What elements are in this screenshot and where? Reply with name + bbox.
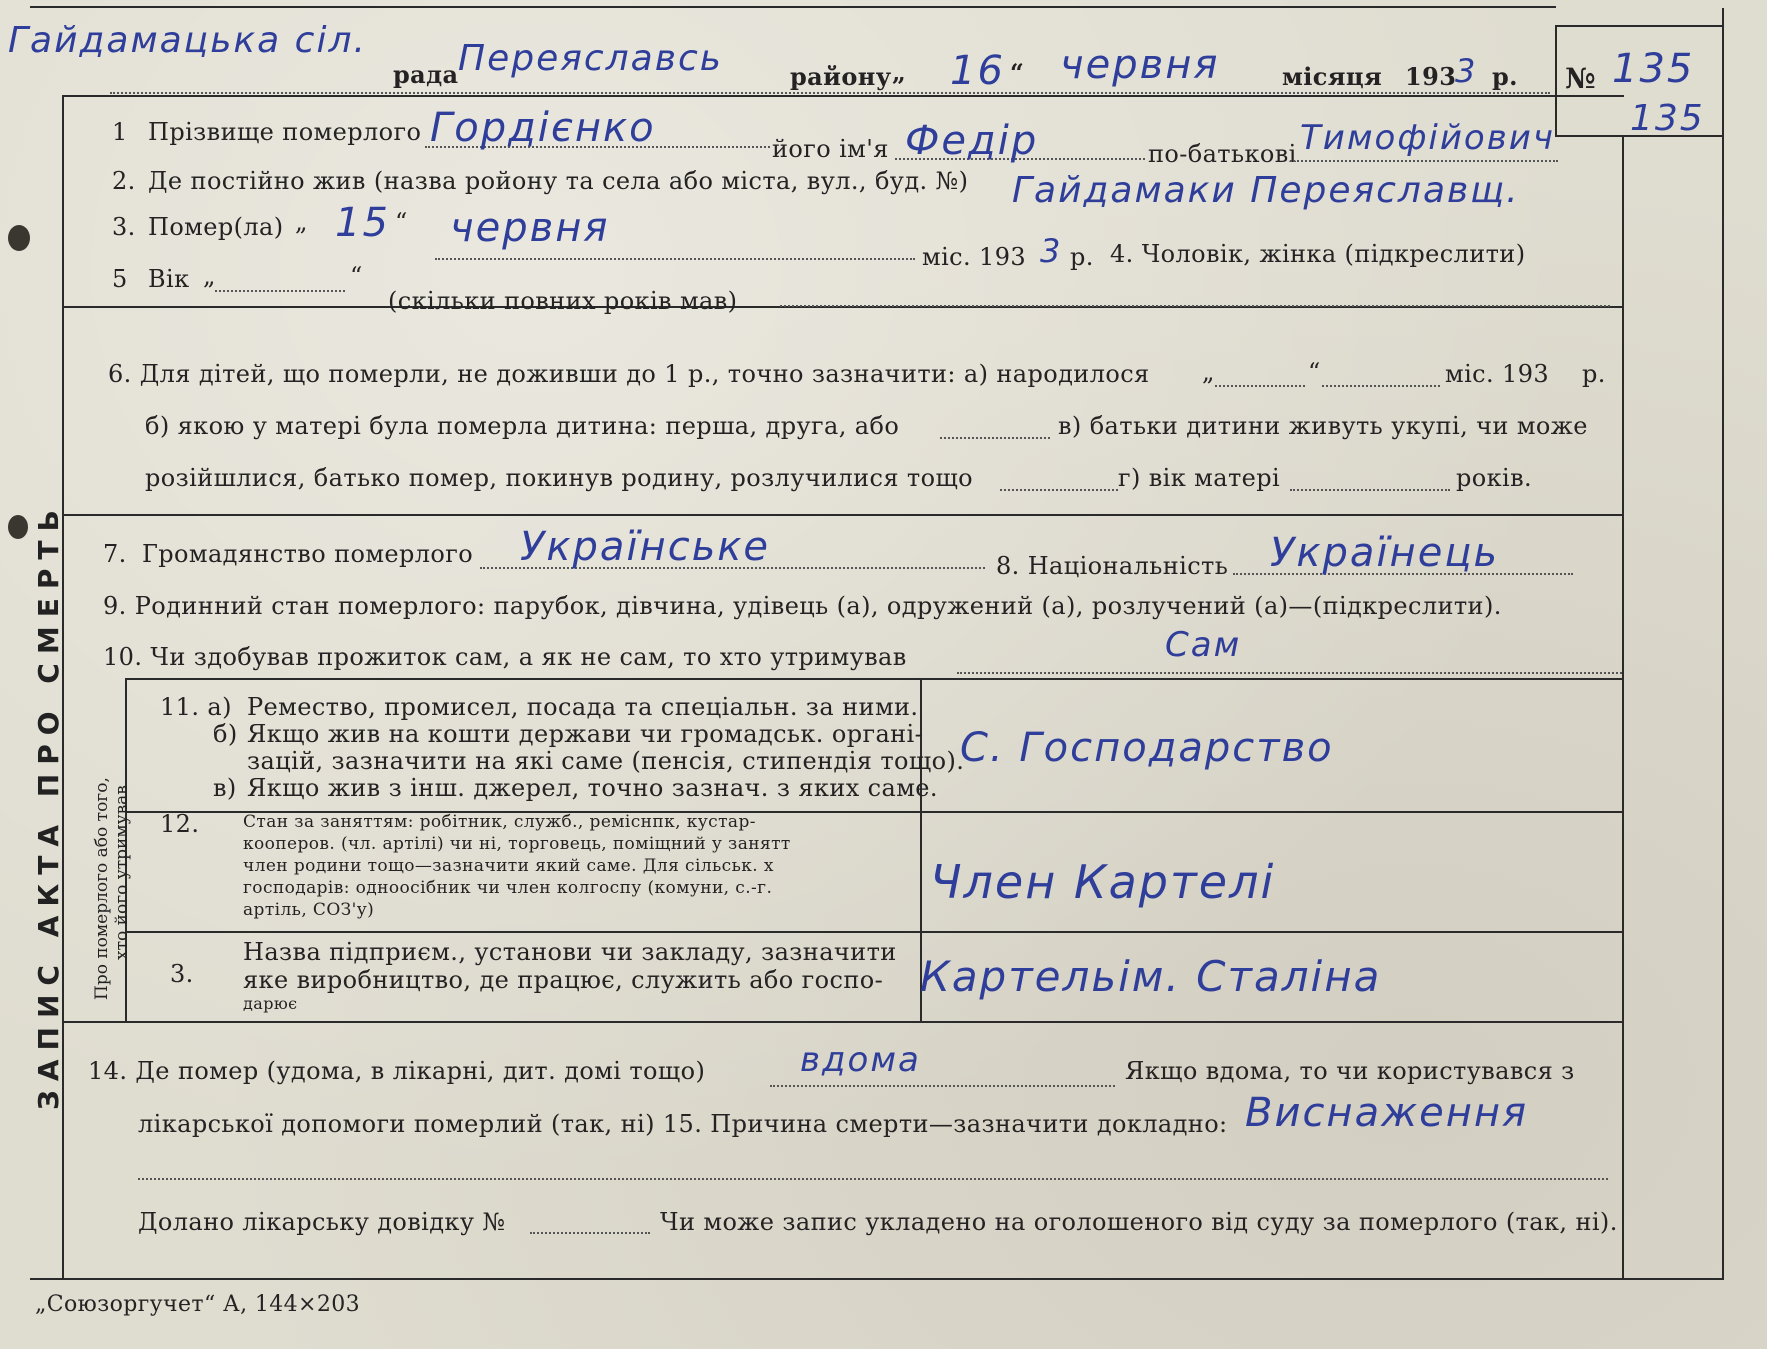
frame-bottom — [30, 1278, 1724, 1280]
death-month-value: червня — [450, 205, 610, 251]
sep-after-13 — [62, 1021, 1622, 1023]
death-year-value: 3 — [1040, 232, 1063, 270]
number-box-left — [1555, 25, 1557, 135]
block11-b-lbl: б) — [213, 720, 238, 748]
month-label: місяця — [1282, 62, 1383, 91]
row2-label: Де постійно жив (назва ройону та села або міста, вул., буд. №) — [148, 167, 969, 195]
sep-before-11 — [125, 678, 1622, 680]
block13-l1: Назва підприєм., установи чи закладу, зазначити — [243, 938, 897, 966]
row6-line3: розійшлися, батько помер, покинув родину, розлучилися тощо — [145, 464, 974, 492]
row5-quote-open: „ — [203, 262, 216, 290]
sep-after-6 — [62, 514, 1622, 516]
header-month: червня — [1060, 42, 1220, 88]
header-r: р. — [1492, 62, 1518, 91]
header-quote-close: “ — [1010, 58, 1025, 87]
citizenship-value: Українське — [520, 524, 771, 570]
patronymic-value: Тимофійович — [1300, 118, 1555, 158]
row6-r: р. — [1582, 360, 1606, 388]
footer-dots — [530, 1232, 650, 1234]
row14-line1b: Якщо вдома, то чи користувався з — [1125, 1057, 1575, 1085]
block11-c-lbl: в) — [213, 774, 237, 802]
cause-of-death-value: Виснаження — [1245, 1090, 1529, 1136]
record-number-hw-2: 135 — [1630, 98, 1705, 139]
footer-court: Чи може запис укладено на оголошеного від суду за померлого (так, ні). — [660, 1208, 1618, 1236]
row6-dots1 — [1215, 385, 1305, 387]
row3-label: Помер(ла) — [148, 213, 284, 241]
block12-l5: артіль, СОЗ'у) — [243, 900, 375, 920]
punch-hole-top — [8, 225, 30, 251]
block12-l1: Стан за заняттям: робітник, служб., реміснпк, кустар- — [243, 812, 756, 832]
block12-l3: член родини тощо—зазначити який саме. Для сільськ. х — [243, 856, 774, 876]
header-dots — [110, 92, 1550, 94]
row6-line3c: років. — [1456, 464, 1533, 492]
row3-quote-open: „ — [295, 208, 308, 236]
block11-b2: зацій, зазначити на які саме (пенсія, стипендія тощо). — [247, 747, 965, 775]
block11-a: Ремество, промисел, посада та спеціальн. за ними. — [247, 693, 919, 721]
side-title: ЗАПИС АКТА ПРО СМЕРТЬ — [32, 501, 65, 1110]
row3-mis: міс. 193 — [922, 243, 1027, 271]
side-label-line1: Про померлого або того, — [92, 777, 112, 1000]
nationality-value: Українець — [1270, 530, 1500, 576]
row6-line2b: в) батьки дитини живуть укупі, чи може — [1058, 412, 1588, 440]
block12-l2: кооперов. (чл. артілі) чи ні, торговець, поміщний у занятт — [243, 834, 791, 854]
block13-l2: яке виробництво, де працює, служить або госпо- — [243, 966, 884, 994]
header-quote-open: „ — [892, 58, 907, 87]
row14-line1a: 14. Де помер (удома, в лікарні, дит. домі тощо) — [88, 1057, 706, 1085]
residence-value: Гайдамаки Переяславщ. — [1012, 170, 1520, 211]
inner-right — [1622, 135, 1624, 1278]
row6-q2: “ — [1308, 358, 1321, 386]
record-number-hw: 135 — [1612, 46, 1695, 92]
row14-dots — [770, 1085, 1115, 1087]
item4-sex: 4. Чоловік, жінка (підкреслити) — [1110, 240, 1526, 268]
header-year-hw: 3 — [1455, 52, 1478, 90]
district-name: Переяславсь — [458, 38, 723, 79]
block11-c: Якщо жив з інш. джерел, точно зазнач. з яких саме. — [247, 774, 938, 802]
block12-num: 12. — [160, 810, 200, 838]
status-value: Член Картелі — [930, 855, 1276, 909]
row6-line2: б) якою у матері була померла дитина: перша, друга, або — [145, 412, 900, 440]
header-year-print: 193 — [1405, 62, 1457, 91]
row5-label: Вік — [148, 265, 190, 293]
row7-label: Громадянство померлого — [142, 540, 474, 568]
occupation-value: С. Господарство — [960, 725, 1334, 771]
rada-label: рада — [393, 60, 459, 89]
row1-label: Прізвище померлого — [148, 118, 422, 146]
row6-line3b: г) вік матері — [1118, 464, 1281, 492]
row3-dots — [435, 258, 915, 260]
row5-quote-close: “ — [350, 262, 363, 290]
row5-dots — [780, 305, 1610, 307]
row6-line1: 6. Для дітей, що померли, не доживши до 1 р., точно зазначити: а) народилося — [108, 360, 1150, 388]
row3-r: р. — [1070, 243, 1094, 271]
row5-dots-age — [215, 290, 345, 292]
row6-mis: міс. 193 — [1445, 360, 1550, 388]
place-of-death-value: вдома — [800, 1040, 921, 1080]
row6-dots3 — [940, 437, 1050, 439]
block13-l3: дарює — [243, 994, 298, 1013]
row9-text: 9. Родинний стан померлого: парубок, дівчина, удівець (а), одружений (а), розлучений (а)—(підкреслити). — [103, 592, 1502, 620]
row5-num: 5 — [112, 265, 128, 293]
frame-top-left — [30, 6, 1556, 8]
row14-line2: лікарської допомоги померлий (так, ні) 15. Причина смерти—зазначити докладно: — [138, 1110, 1228, 1138]
block11-b1: Якщо жив на кошти держави чи громадськ. органі- — [247, 720, 924, 748]
header-day: 16 — [950, 48, 1005, 94]
council-name: Гайдамацька сіл. — [8, 20, 367, 61]
surname-value: Гордієнко — [430, 105, 656, 151]
row6-q1: „ — [1202, 358, 1215, 386]
row10-dots — [957, 672, 1622, 674]
sep-block-12-13 — [125, 931, 1622, 933]
block11-num: 11. а) — [160, 693, 232, 721]
side-label-line2: хто його утримував — [112, 785, 132, 960]
printer-imprint: „Союзоргучет“ А, 144×203 — [35, 1292, 361, 1317]
item8-label: 8. Національність — [996, 552, 1229, 580]
first-name-value: Федір — [905, 118, 1039, 164]
number-box-top — [1555, 25, 1724, 27]
row5-note: (скільки повних років мав) — [388, 287, 738, 315]
livelihood-value: Сам — [1165, 625, 1242, 665]
header-separator — [62, 95, 1624, 97]
row15-dots — [138, 1178, 1608, 1180]
row1-num: 1 — [112, 118, 128, 146]
name-label: його ім'я — [772, 135, 889, 163]
frame-right — [1722, 8, 1724, 1278]
row6-dots2 — [1322, 385, 1440, 387]
record-number-label: № — [1565, 62, 1596, 95]
footer-certificate: Долано лікарську довідку № — [138, 1208, 506, 1236]
death-day-value: 15 — [335, 200, 390, 246]
row6-dots4 — [1000, 489, 1118, 491]
raion-label: району — [790, 62, 892, 91]
row3-num: 3. — [112, 213, 136, 241]
row1-dots3 — [1290, 160, 1558, 162]
workplace-value: Картельім. Сталіна — [920, 952, 1382, 1001]
patronymic-label: по-батькові — [1148, 140, 1297, 168]
punch-hole-bottom — [8, 515, 28, 539]
row6-dots5 — [1290, 489, 1450, 491]
row7-num: 7. — [103, 540, 127, 568]
row3-quote-close: “ — [395, 208, 408, 236]
row10-text: 10. Чи здобував прожиток сам, а як не сам, то хто утримував — [103, 643, 907, 671]
row2-num: 2. — [112, 167, 136, 195]
block13-num: 3. — [170, 960, 194, 988]
block12-l4: господарів: одноосібник чи член колгоспу (комуни, с.-г. — [243, 878, 773, 898]
